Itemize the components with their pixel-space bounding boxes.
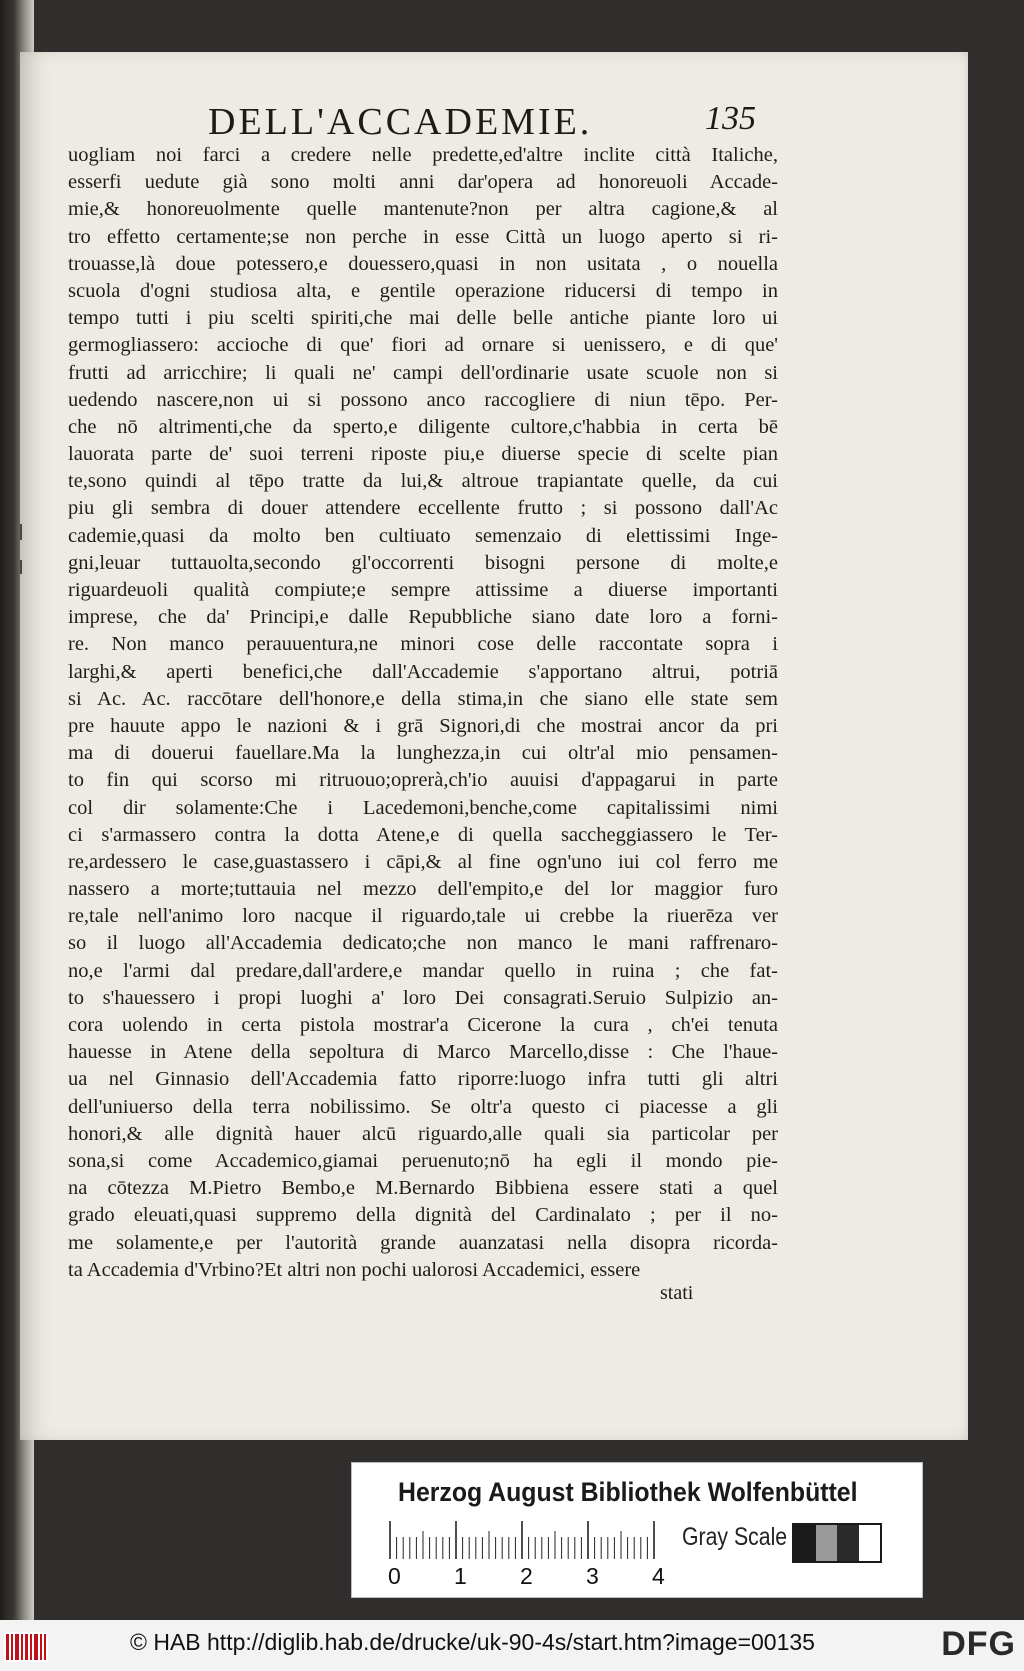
scale-number: 0 bbox=[388, 1563, 401, 1589]
text-line: to fin qui scorso mi ritruouo;oprerà,ch'io auuisi d'appagarui in parte bbox=[68, 769, 778, 792]
text-line: te,sono quindi al tēpo tratte da lui,& altroue trapiantate quelle, da cui bbox=[68, 470, 778, 493]
text-line: cora uolendo in certa pistola mostrar'a Cicerone la cura , ch'ei tenuta bbox=[68, 1014, 778, 1036]
measurement-ruler bbox=[388, 1521, 658, 1563]
text-line: ta Accademia d'Vrbino?Et altri non pochi ualorosi Accademici, essere bbox=[68, 1258, 641, 1281]
text-line: uedendo nascere,non ui si possono anco raccogliere di niun tēpo. Per- bbox=[68, 388, 778, 411]
catchword: stati bbox=[660, 1282, 694, 1304]
text-line: me solamente,e per l'autorità grande auanzatasi nella disopra ricorda- bbox=[68, 1231, 778, 1254]
text-line: cademie,quasi da molto ben cultiuato semenzaio di elettissimi Inge- bbox=[68, 524, 778, 547]
gray-swatch-cell bbox=[837, 1525, 859, 1561]
copyright-url-link[interactable]: © HAB http://diglib.hab.de/drucke/uk-90-4s/start.htm?image=00135 bbox=[130, 1629, 815, 1655]
text-line: tempo tutti i piu scelti spiriti,che mai delle belle antiche piante loro ui bbox=[68, 307, 778, 330]
text-line: scuola d'ogni studiosa alta, e gentile operazione riducersi di tempo in bbox=[68, 279, 778, 302]
margin-mark bbox=[20, 524, 22, 540]
text-line: honori,& alle dignità hauer alcū riguardo,alle quali sia particolar per bbox=[68, 1122, 778, 1145]
gray-swatch-cell bbox=[859, 1525, 881, 1561]
gray-scale-label: Gray Scale bbox=[682, 1523, 788, 1551]
text-line: larghi,& aperti benefici,che dall'Accademie s'apportano altrui, potriā bbox=[68, 660, 778, 683]
body-text bbox=[68, 142, 778, 1284]
text-line: piu gli sembra di douer attendere eccellente frutto ; si possono dall'Ac bbox=[68, 497, 778, 520]
color-scale-card bbox=[351, 1462, 923, 1598]
text-line: sona,si come Accademico,giamai peruenuto;nō ha egli il mondo pie- bbox=[68, 1149, 778, 1172]
book-page bbox=[20, 52, 968, 1440]
text-line: grado eleuati,quasi suppremo della dignità del Cardinalato ; per il no- bbox=[68, 1204, 778, 1227]
hab-barcode-logo-icon bbox=[4, 1632, 48, 1662]
running-head: DELL'ACCADEMIE. bbox=[208, 101, 593, 143]
gray-swatch-cell bbox=[794, 1525, 816, 1561]
text-line: na cōtezza M.Pietro Bembo,e M.Bernardo Bibbiena essere stati a quel bbox=[68, 1177, 778, 1200]
viewer-footer bbox=[0, 1620, 1024, 1671]
text-line: re,ardessero le case,guastassero i cāpi,& al fine ogn'uno iui col ferro me bbox=[68, 850, 778, 873]
text-line: riguardeuoli qualità compiute;e sempre attissime a diuerse importanti bbox=[68, 579, 778, 601]
text-line: frutti ad arricchire; li quali ne' campi dell'ordinarie usate scuole non si bbox=[68, 361, 778, 384]
text-line: re,tale nell'animo loro nacque il riguardo,tale ui crebbe la riuerēza ver bbox=[68, 905, 778, 928]
text-line: gni,leuar tuttauolta,secondo gl'occorrenti bisogni persone di molte,e bbox=[68, 551, 778, 574]
text-line: ua nel Ginnasio dell'Accademia fatto riporre:luogo infra tutti gli altri bbox=[68, 1068, 778, 1091]
text-line: mie,& honoreuolmente quelle mantenute?non per altra cagione,& al bbox=[68, 198, 778, 221]
text-line: so il luogo all'Accademia dedicato;che non manco le mani raffrenaro- bbox=[68, 932, 778, 955]
text-line: imprese, che da' Principi,e dalle Repubbliche siano date loro a forni- bbox=[68, 606, 778, 629]
text-line: si Ac. Ac. raccōtare dell'honore,e della stima,in che siano elle state sem bbox=[68, 687, 778, 710]
text-line: nassero a morte;tuttauia nel mezzo dell'empito,e del lor maggior furo bbox=[68, 878, 778, 901]
dfg-logo: DFG bbox=[941, 1625, 1016, 1663]
text-line: dell'uniuerso della terra nobilissimo. Se oltr'a questo ci piacesse a gli bbox=[68, 1095, 778, 1118]
text-line: to s'hauessero i propi luoghi a' loro Dei consagrati.Seruio Sulpizio an- bbox=[68, 986, 778, 1009]
institution-name: Herzog August Bibliothek Wolfenbüttel bbox=[398, 1477, 858, 1507]
text-line: esserfi uedute già sono molti anni dar'opera ad honoreuoli Accade- bbox=[68, 171, 778, 194]
text-line: trouasse,là doue potessero,e douessero,quasi in non usitata , o nouella bbox=[68, 252, 778, 275]
text-line: che nō altrimenti,che da sperto,e diligente cultore,c'habbia in certa bē bbox=[68, 415, 778, 438]
margin-mark bbox=[20, 560, 22, 574]
text-line: hauesse in Atene della sepoltura di Marco Marcello,disse : Che l'haue- bbox=[68, 1041, 778, 1064]
text-line: germogliassero: accioche di que' fiori ad ornare si uenissero, e di que' bbox=[68, 334, 778, 357]
text-line: col dir solamente:Che i Lacedemoni,benche,come capitalissimi nimi bbox=[68, 796, 778, 819]
text-line: no,e l'armi dal predare,dall'ardere,e mandar quello in ruina ; che fat- bbox=[68, 959, 778, 982]
scale-number: 2 bbox=[520, 1563, 533, 1589]
page-number: 135 bbox=[705, 100, 756, 137]
scale-number: 3 bbox=[586, 1563, 599, 1589]
text-line: re. Non manco perauuentura,ne minori cose delle raccontate sopra i bbox=[68, 633, 778, 656]
text-line: ci s'armassero contra la dotta Atene,e di quella saccheggiassero le Ter- bbox=[68, 823, 778, 846]
scale-number: 1 bbox=[454, 1563, 467, 1589]
gray-scale-swatch bbox=[792, 1523, 882, 1563]
gray-swatch-cell bbox=[816, 1525, 838, 1561]
text-line: lauorata parte de' suoi terreni riposte piu,e diuerse specie di scelte pian bbox=[68, 443, 778, 466]
text-line: pre hauute appo le nazioni & i grā Signori,di che mostrai ancor da pri bbox=[68, 714, 778, 737]
text-line: ma di douerui fauellare.Ma la lunghezza,in cui oltr'al mio pensamen- bbox=[68, 742, 778, 765]
scale-number: 4 bbox=[652, 1563, 665, 1589]
text-line: tro effetto certamente;se non perche in esse Città un luogo aperto si ri- bbox=[68, 225, 778, 248]
text-line: uogliam noi farci a credere nelle predette,ed'altre inclite città Italiche, bbox=[68, 144, 778, 166]
